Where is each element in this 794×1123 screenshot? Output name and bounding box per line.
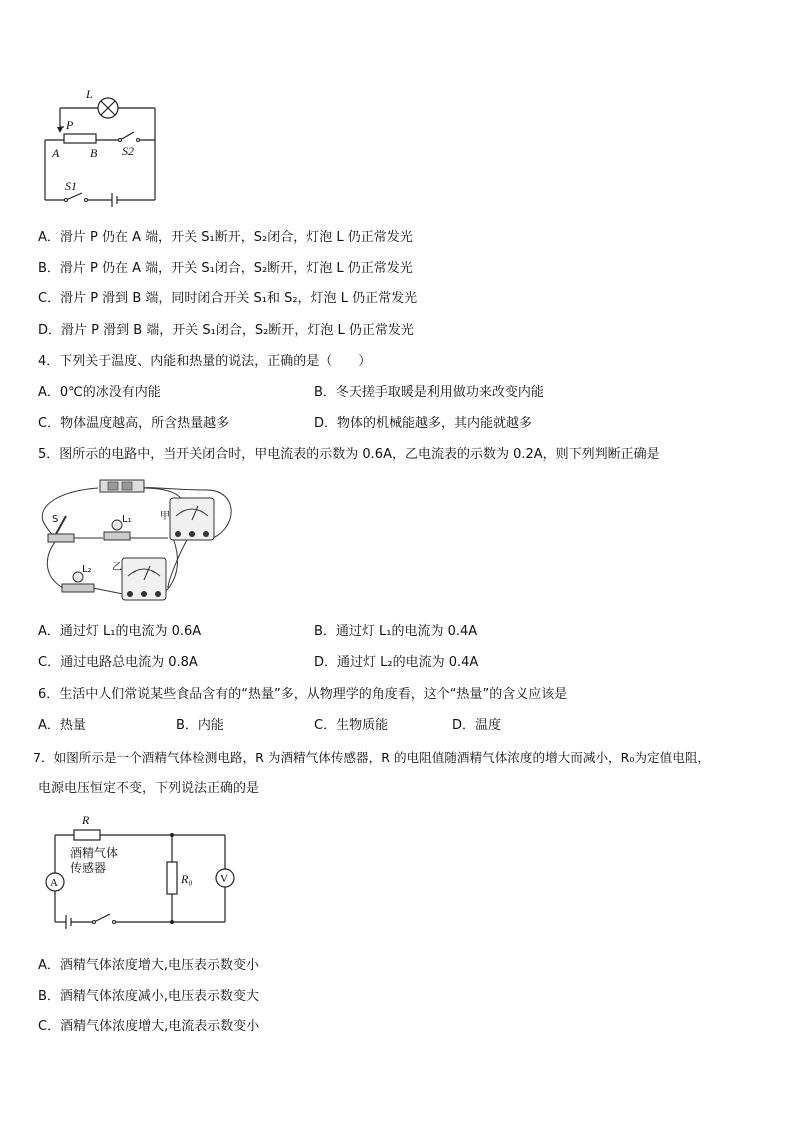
q6-option-c: C．生物质能 <box>314 718 389 733</box>
switch1-label: S1 <box>65 179 77 193</box>
q6-option-b: B．内能 <box>176 718 224 733</box>
q7-r0-label: R₀ <box>181 872 193 886</box>
q7-option-b: B．酒精气体浓度减小,电压表示数变大 <box>38 989 260 1004</box>
q7-sensor-label-2: 传感器 <box>70 861 107 875</box>
circuit-photo-q5 <box>38 476 238 611</box>
q5-stem: 5．图所示的电路中，当开关闭合时，甲电流表的示数为 0.6A，乙电流表的示数为 0.2A，则下列判断正确是 <box>38 447 660 462</box>
q5-option-c: C．通过电路总电流为 0.8A <box>38 655 198 670</box>
end-b-label: B <box>90 146 98 160</box>
q5-meter-jia-label: 甲 <box>160 511 170 522</box>
q3-option-d: D．滑片 P 滑到 B 端，开关 S₁闭合，S₂断开，灯泡 L 仍正常发光 <box>38 323 414 338</box>
q7-option-c: C．酒精气体浓度增大,电流表示数变小 <box>38 1019 260 1034</box>
q7-stem-line1: 7．如图所示是一个酒精气体检测电路，R 为酒精气体传感器，R 的电阻值随酒精气体浓度的增大而减小，R₀为定值电阻， <box>33 750 711 765</box>
q7-option-a: A．酒精气体浓度增大,电压表示数变小 <box>38 958 260 973</box>
q5-switch-label: S <box>52 514 59 525</box>
q3-option-c: C．滑片 P 滑到 B 端，同时闭合开关 S₁和 S₂，灯泡 L 仍正常发光 <box>38 291 418 306</box>
q7-sensor-label-1: 酒精气体 <box>70 846 119 860</box>
q6-stem: 6．生活中人们常说某些食品含有的“热量”多，从物理学的角度看，这个“热量”的含义应该是 <box>38 687 568 702</box>
q5-option-d: D．通过灯 L₂的电流为 0.4A <box>314 655 479 670</box>
q5-option-b: B．通过灯 L₁的电流为 0.4A <box>314 624 478 639</box>
end-a-label: A <box>52 146 60 160</box>
circuit-diagram-q7 <box>38 810 238 930</box>
q7-stem-line2: 电源电压恒定不变，下列说法正确的是 <box>38 781 260 796</box>
lamp-label: L <box>86 87 93 101</box>
q7-voltmeter-label: V <box>220 873 228 885</box>
q6-option-a: A．热量 <box>38 718 86 733</box>
q4-option-c: C．物体温度越高，所含热量越多 <box>38 416 230 431</box>
q4-option-a: A．0℃的冰没有内能 <box>38 385 161 400</box>
q4-option-b: B．冬天搓手取暖是利用做功来改变内能 <box>314 385 544 400</box>
slider-label: P <box>66 118 74 132</box>
switch2-label: S2 <box>122 144 134 158</box>
q4-stem: 4．下列关于温度、内能和热量的说法，正确的是（ ） <box>38 354 372 369</box>
q5-lamp2-label: L₂ <box>82 564 92 575</box>
circuit-diagram-1 <box>38 85 163 215</box>
q7-resistor-label: R <box>82 813 90 827</box>
q7-ammeter-label: A <box>50 877 58 889</box>
q5-option-a: A．通过灯 L₁的电流为 0.6A <box>38 624 202 639</box>
q5-meter-yi-label: 乙 <box>112 562 122 573</box>
q6-option-d: D．温度 <box>452 718 502 733</box>
q3-option-b: B．滑片 P 仍在 A 端，开关 S₁闭合，S₂断开，灯泡 L 仍正常发光 <box>38 261 413 276</box>
q3-option-a: A．滑片 P 仍在 A 端，开关 S₁断开，S₂闭合，灯泡 L 仍正常发光 <box>38 230 413 245</box>
q4-option-d: D．物体的机械能越多，其内能就越多 <box>314 416 533 431</box>
q5-lamp1-label: L₁ <box>122 514 132 525</box>
